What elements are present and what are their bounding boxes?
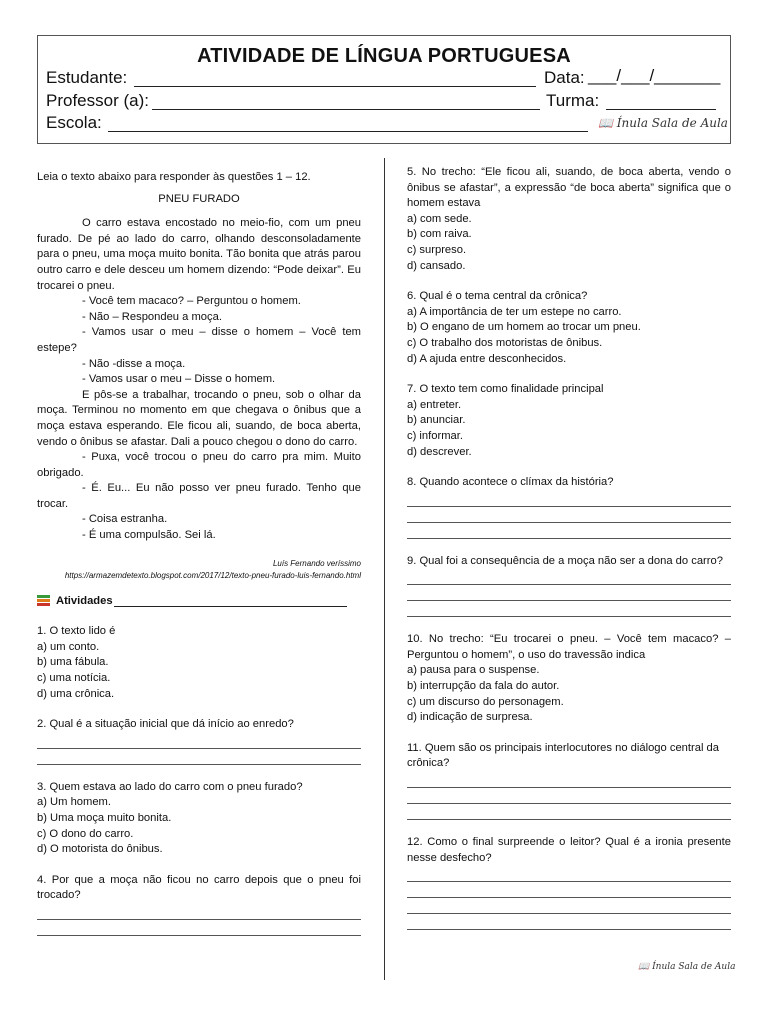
answer-line[interactable] [407, 601, 731, 617]
teacher-label: Professor (a): [46, 91, 149, 110]
option[interactable]: d) descrever. [407, 445, 472, 458]
question-2: 2. Qual é a situação inicial que dá início ao enredo? [37, 718, 294, 731]
dialogue-line: - Você tem macaco? – Perguntou o homem. [82, 295, 301, 308]
dialogue-line: - Coisa estranha. [82, 513, 168, 526]
question-5: 5. No trecho: “Ele ficou ali, suando, de boca aberta, vendo o ônibus se afastar”, a expressão “de boca aberta” significa que o homem estava [407, 166, 731, 210]
left-column [37, 170, 361, 936]
story-title: PNEU FURADO [158, 192, 240, 205]
question-6: 6. Qual é o tema central da crônica? [407, 290, 588, 303]
dialogue-line: - Vamos usar o meu – disse o homem – Você tem estepe? [37, 326, 361, 354]
activities-underline [114, 595, 347, 607]
option[interactable]: a) entreter. [407, 398, 462, 411]
worksheet-title: ATIVIDADE DE LÍNGUA PORTUGUESA [197, 45, 571, 67]
school-field[interactable] [108, 131, 588, 132]
class-field[interactable] [606, 109, 716, 110]
intro-text: Leia o texto abaixo para responder às questões 1 – 12. [37, 171, 311, 183]
header-box [37, 35, 731, 144]
answer-line[interactable] [37, 733, 361, 749]
dialogue-line: - Não – Respondeu a moça. [82, 310, 222, 323]
dialogue-line: - É uma compulsão. Sei lá. [82, 529, 216, 542]
option[interactable]: a) pausa para o suspense. [407, 664, 540, 677]
option[interactable]: b) anunciar. [407, 414, 466, 427]
answer-line[interactable] [407, 523, 731, 539]
option[interactable]: d) uma crônica. [37, 687, 115, 700]
dialogue-line: - Vamos usar o meu – Disse o homem. [82, 373, 276, 386]
answer-line[interactable] [407, 585, 731, 601]
answer-line[interactable] [407, 491, 731, 507]
option[interactable]: c) O dono do carro. [37, 827, 134, 840]
option[interactable]: a) um conto. [37, 640, 100, 653]
answer-line[interactable] [407, 866, 731, 882]
answer-line[interactable] [407, 804, 731, 820]
option[interactable]: d) indicação de surpresa. [407, 711, 533, 724]
question-4: 4. Por que a moça não ficou no carro depois que o pneu foi trocado? [37, 873, 361, 902]
option[interactable]: b) uma fábula. [37, 656, 109, 669]
question-1: 1. O texto lido é [37, 625, 116, 638]
option[interactable]: d) O motorista do ônibus. [37, 843, 163, 856]
story-paragraph: E pôs-se a trabalhar, trocando o pneu, sob o olhar da moça. Terminou no momento em que chegava o ônibus que a moça estava esperando. Ele ficou ali, suando, de boca aberta, vendo o ônibus se afastar. Dali a pouco chegou o dono do carro. [37, 388, 361, 448]
right-column [407, 165, 731, 930]
option[interactable]: d) cansado. [407, 259, 466, 272]
answer-line[interactable] [37, 904, 361, 920]
student-label: Estudante: [46, 68, 128, 87]
date-field[interactable]: ___/___/_______ [588, 66, 721, 85]
option[interactable]: c) surpreso. [407, 243, 467, 256]
answer-line[interactable] [407, 507, 731, 523]
question-10: 10. No trecho: “Eu trocarei o pneu. – Você tem macaco? – Perguntou o homem”, o uso do travessão indica [407, 633, 731, 661]
question-12: 12. Como o final surpreende o leitor? Qual é a ironia presente nesse desfecho? [407, 836, 731, 864]
footer-logo: 📖 Ínula Sala de Aula [638, 962, 736, 972]
option[interactable]: a) com sede. [407, 212, 472, 225]
book-icon: 📖 [638, 962, 650, 972]
column-divider [384, 158, 385, 980]
dialogue-line: - É. Eu... Eu não posso ver pneu furado. Tenho que trocar. [37, 482, 361, 510]
activities-heading: Atividades [37, 594, 361, 610]
option[interactable]: b) O engano de um homem ao trocar um pneu. [407, 321, 641, 334]
option[interactable]: a) Um homem. [37, 796, 111, 809]
brand-logo: 📖 Ínula Sala de Aula [598, 116, 728, 130]
question-7: 7. O texto tem como finalidade principal [407, 383, 604, 396]
dialogue-line: - Não -disse a moça. [82, 357, 186, 370]
answer-line[interactable] [407, 898, 731, 914]
option[interactable]: c) O trabalho dos motoristas de ônibus. [407, 336, 603, 349]
option[interactable]: b) com raiva. [407, 228, 472, 241]
answer-line[interactable] [407, 882, 731, 898]
option[interactable]: c) um discurso do personagem. [407, 695, 564, 708]
answer-line[interactable] [407, 772, 731, 788]
question-11: 11. Quem são os principais interlocutores no diálogo central da crônica? [407, 741, 719, 770]
dialogue-line: - Puxa, você trocou o pneu do carro pra mim. Muito obrigado. [37, 451, 361, 479]
answer-line[interactable] [37, 920, 361, 936]
question-8: 8. Quando acontece o clímax da história? [407, 476, 614, 489]
author-credit: Luís Fernando veríssimo [272, 558, 361, 568]
option[interactable]: c) uma notícia. [37, 672, 111, 685]
answer-line[interactable] [37, 749, 361, 765]
books-icon [37, 595, 50, 607]
answer-line[interactable] [407, 788, 731, 804]
option[interactable]: a) A importância de ter um estepe no carro. [407, 305, 622, 318]
date-label: Data: [544, 68, 585, 87]
answer-line[interactable] [407, 569, 731, 585]
question-3: 3. Quem estava ao lado do carro com o pneu furado? [37, 780, 303, 793]
teacher-field[interactable] [152, 109, 540, 110]
option[interactable]: b) interrupção da fala do autor. [407, 680, 560, 693]
school-label: Escola: [46, 113, 102, 132]
question-9: 9. Qual foi a consequência de a moça não ser a dona do carro? [407, 554, 723, 567]
answer-line[interactable] [407, 914, 731, 930]
option[interactable]: b) Uma moça muito bonita. [37, 812, 172, 824]
story-paragraph: O carro estava encostado no meio-fio, com um pneu furado. De pé ao lado do carro, olhando desconsoladamente para o pneu, uma moça muito bonita. Tão bonita que atrás parou outro carro e dele desceu um homem dizendo: “Pode deixar”. Eu trocarei o pneu. [37, 217, 361, 292]
option[interactable]: c) informar. [407, 429, 463, 442]
source-link[interactable]: https://armazemdetexto.blogspot.com/2017/12/texto-pneu-furado-luis-fernando.html [64, 570, 361, 580]
option[interactable]: d) A ajuda entre desconhecidos. [407, 352, 567, 365]
student-field[interactable] [134, 86, 536, 87]
class-label: Turma: [546, 91, 600, 110]
book-icon: 📖 [598, 116, 613, 130]
